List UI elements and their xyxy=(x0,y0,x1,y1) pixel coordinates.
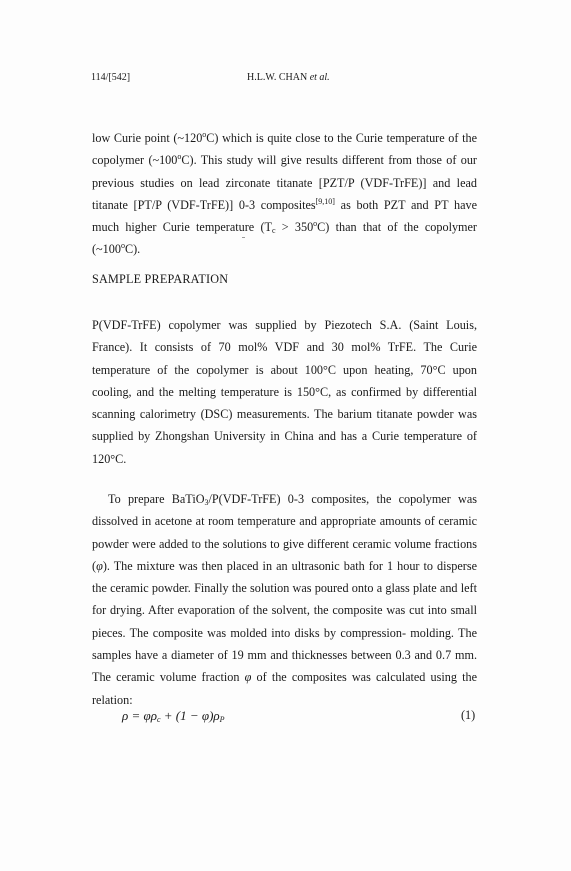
paragraph-intro xyxy=(92,127,477,261)
text-run: of the composites was calculated using the relation: xyxy=(92,670,477,707)
text-run: C). xyxy=(124,242,141,257)
equation-part: ρ = φρ xyxy=(122,708,157,723)
superscript: o xyxy=(313,219,318,229)
citation-superscript: [9,10] xyxy=(315,196,335,206)
equation xyxy=(122,708,225,724)
subscript: c xyxy=(271,226,276,236)
phi-symbol: φ xyxy=(96,558,103,573)
text-run: C) than that of the copolymer (~100 xyxy=(92,220,477,257)
scan-mark xyxy=(242,237,245,238)
text-run: /P(VDF-TrFE) 0-3 composites, the copolymer was dissolved in acetone at room temperature and appropriate amounts of ceramic powder were added to the solutions to give different ceramic volume fractions ( xyxy=(92,492,477,573)
equation-subscript: c xyxy=(156,715,161,724)
text-run: > 350 xyxy=(275,220,314,235)
equation-number: (1) xyxy=(461,708,476,722)
running-head-authors xyxy=(247,72,330,83)
paragraph-materials: P(VDF-TrFE) copolymer was supplied by Piezotech S.A. (Saint Louis, France). It consists of 70 mol% VDF and 30 mol% TrFE. The Curie temperature of the copolymer is about 100°C upon heating, 70°C upon cooling, and the melting temperature is 150°C, as confirmed by differential scanning calorimetry (DSC) measurements. The barium titanate powder was supplied by Zhongshan University in China and has a Curie temperature of 120°C. xyxy=(92,318,477,466)
text-run: To prepare BaTiO xyxy=(108,492,205,506)
text-run: as both PZT and PT have much higher Curie temperature (T xyxy=(92,197,478,235)
equation-part: + (1 − φ)ρ xyxy=(160,708,220,723)
superscript: o xyxy=(202,130,207,139)
text-run: ). The mixture was then placed in an ultrasonic bath for 1 hour to disperse the ceramic powder. Finally the solution was poured onto a glass plate and left for drying. After evaporation of the solvent, the composite was cut into small pieces. The composite was molded into disks by compression- molding. The samples have a diameter of 19 mm and thicknesses between 0.3 and 0.7 mm. The ceramic volume fraction xyxy=(92,558,477,685)
author-suffix: et al. xyxy=(309,72,330,83)
section-heading: SAMPLE PREPARATION xyxy=(92,272,229,286)
running-head xyxy=(0,72,571,86)
text-run: low Curie point (~120 xyxy=(92,131,203,145)
equation-subscript: P xyxy=(219,715,225,724)
superscript: o xyxy=(177,152,182,162)
subscript: 3 xyxy=(204,498,209,507)
author-names: H.L.W. CHAN xyxy=(247,72,308,83)
text-run: C) which is quite close to the Curie temperature of the copolymer (~100 xyxy=(92,131,477,168)
text-run: C). This study will give results different from those of our previous studies on lead zirconate titanate [PZT/P (VDF-TrFE)] and lead titanate [PT/P (VDF-TrFE)] 0-3 composites xyxy=(92,153,477,212)
superscript: o xyxy=(120,241,125,251)
phi-symbol: φ xyxy=(244,670,252,685)
page-number: 114/[542] xyxy=(91,72,131,83)
paragraph-preparation xyxy=(92,488,477,711)
